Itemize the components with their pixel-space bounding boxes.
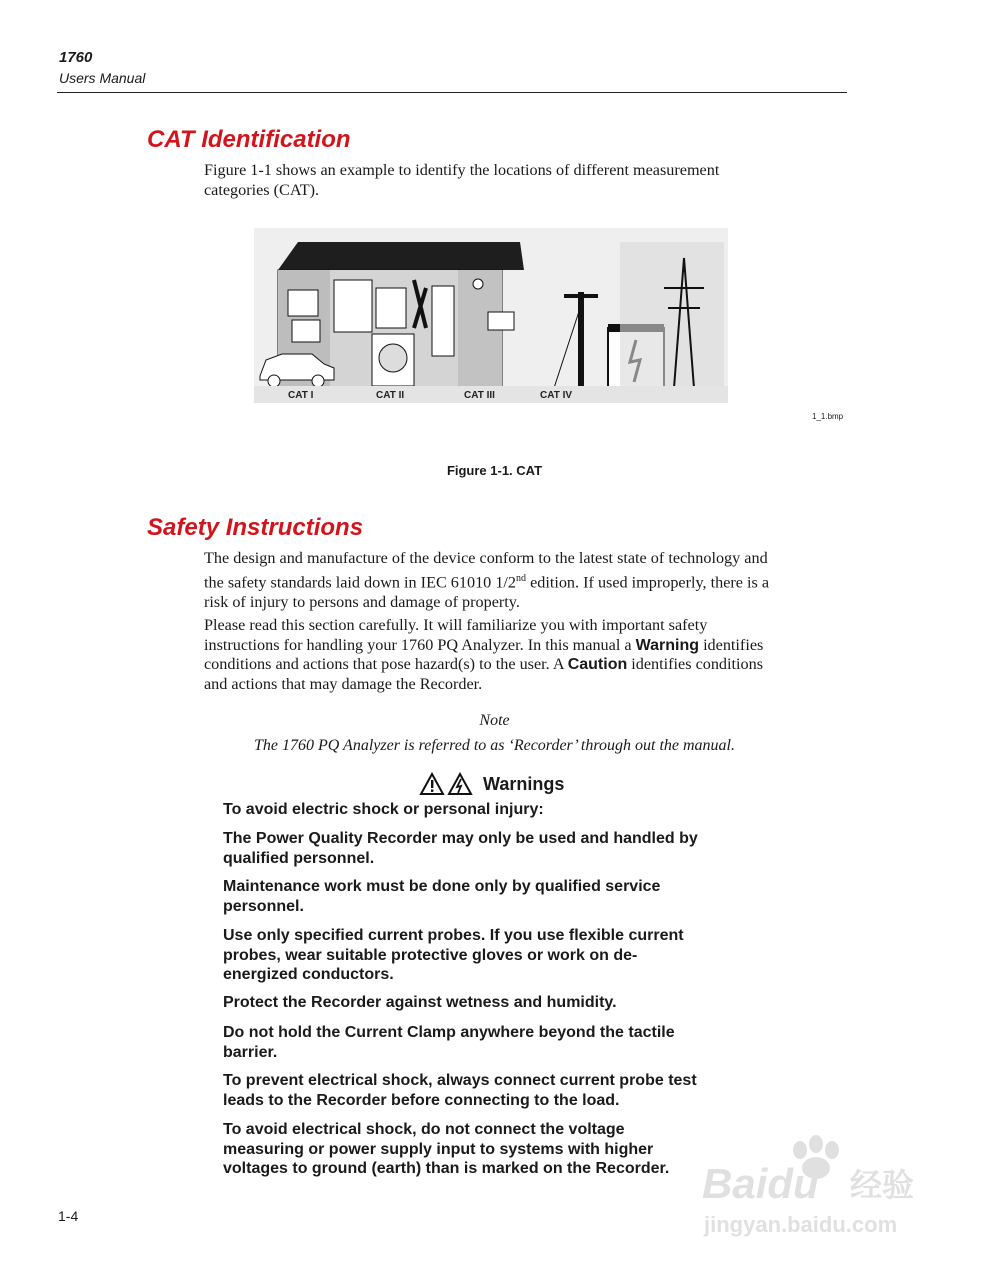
text-line: To prevent electrical shock, always connect current probe test: [223, 1072, 697, 1089]
watermark-url: jingyan.baidu.com: [704, 1212, 898, 1237]
warnings-header: [419, 772, 564, 796]
note-label: Note: [479, 712, 510, 729]
warning-keyword: Warning: [635, 636, 700, 654]
cat-figure-illustration: [254, 228, 728, 403]
warning-item: [223, 993, 783, 1013]
text-line: barrier.: [223, 1043, 278, 1061]
cat-label: CAT I: [288, 390, 314, 401]
manual-product-number: 1760: [59, 49, 93, 66]
warning-item: [223, 1120, 783, 1179]
text-line: instructions for handling your 1760 PQ Analyzer. In this manual a: [204, 635, 636, 654]
note-text: The 1760 PQ Analyzer is referred to as ‘Recorder’ through out the manual.: [254, 737, 735, 754]
text-line: Use only specified current probes. If you use flexible current: [223, 927, 684, 944]
text-line: risk of injury to persons and damage of property.: [204, 592, 520, 611]
warning-item: [223, 1023, 783, 1062]
text-line: Protect the Recorder against wetness and humidity.: [223, 994, 617, 1011]
manual-subtitle: Users Manual: [59, 70, 146, 86]
text-line: Please read this section carefully. It will familiarize you with important safety: [204, 616, 708, 634]
text-line: To avoid electrical shock, do not connect the voltage: [223, 1121, 625, 1138]
cat-intro-line: categories (CAT).: [204, 180, 320, 199]
safety-paragraph-2: [204, 616, 834, 694]
cat-label: CAT II: [376, 390, 405, 401]
text-line: identifies conditions: [627, 655, 764, 674]
text-line: probes, wear suitable protective gloves or work on de-: [223, 946, 638, 964]
page-number: 1-4: [58, 1208, 79, 1224]
caution-keyword: Caution: [567, 656, 628, 674]
text-line: measuring or power supply input to systems with higher: [223, 1140, 654, 1158]
cat-label: CAT III: [464, 390, 495, 401]
text-line: Do not hold the Current Clamp anywhere beyond the tactile: [223, 1024, 675, 1041]
baidu-watermark: [700, 1130, 935, 1240]
hazard-warning-icon: [419, 772, 445, 796]
text-line: the safety standards laid down in IEC 61010 1/2: [204, 572, 517, 591]
safety-instructions-heading: Safety Instructions: [147, 514, 364, 541]
warning-item: [223, 829, 783, 868]
header-rule: [57, 92, 847, 93]
cat-intro-paragraph: [204, 161, 834, 200]
watermark-brand: Baidu: [702, 1160, 819, 1207]
text-line: The Power Quality Recorder may only be used and handled by: [223, 830, 698, 847]
warning-item: [223, 926, 783, 985]
text-line: energized conductors.: [223, 966, 394, 983]
warning-item: [223, 800, 783, 820]
figure-caption: Figure 1-1. CAT: [446, 463, 543, 478]
superscript: nd: [516, 572, 527, 584]
text-line: Maintenance work must be done only by qualified service: [223, 878, 661, 895]
warnings-title: Warnings: [483, 773, 565, 794]
figure-file-label: 1_1.bmp: [812, 412, 844, 421]
text-line: qualified personnel.: [223, 849, 375, 867]
text-line: voltages to ground (earth) than is marked on the Recorder.: [223, 1160, 670, 1177]
cat-intro-line: Figure 1-1 shows an example to identify the locations of different measurement: [204, 161, 720, 179]
warning-item: [223, 877, 783, 916]
text-line: To avoid electric shock or personal injury:: [223, 801, 544, 818]
safety-paragraph-1: [204, 549, 834, 612]
text-line: conditions and actions that pose hazard(s) to the user. A: [204, 655, 568, 674]
cat-identification-heading: CAT Identification: [147, 126, 351, 153]
text-line: edition. If used improperly, there is a: [526, 572, 770, 591]
text-line: leads to the Recorder before connecting to the load.: [223, 1091, 620, 1109]
text-line: and actions that may damage the Recorder.: [204, 674, 483, 693]
warning-item: [223, 1071, 783, 1110]
text-line: personnel.: [223, 897, 304, 915]
cat-label: CAT IV: [540, 390, 573, 401]
roof-shape: [278, 242, 524, 270]
electric-shock-warning-icon: [447, 772, 473, 796]
watermark-cn: 经验: [850, 1167, 915, 1203]
text-line: The design and manufacture of the device conform to the latest state of technology and: [204, 549, 768, 567]
text-line: identifies: [699, 635, 764, 654]
